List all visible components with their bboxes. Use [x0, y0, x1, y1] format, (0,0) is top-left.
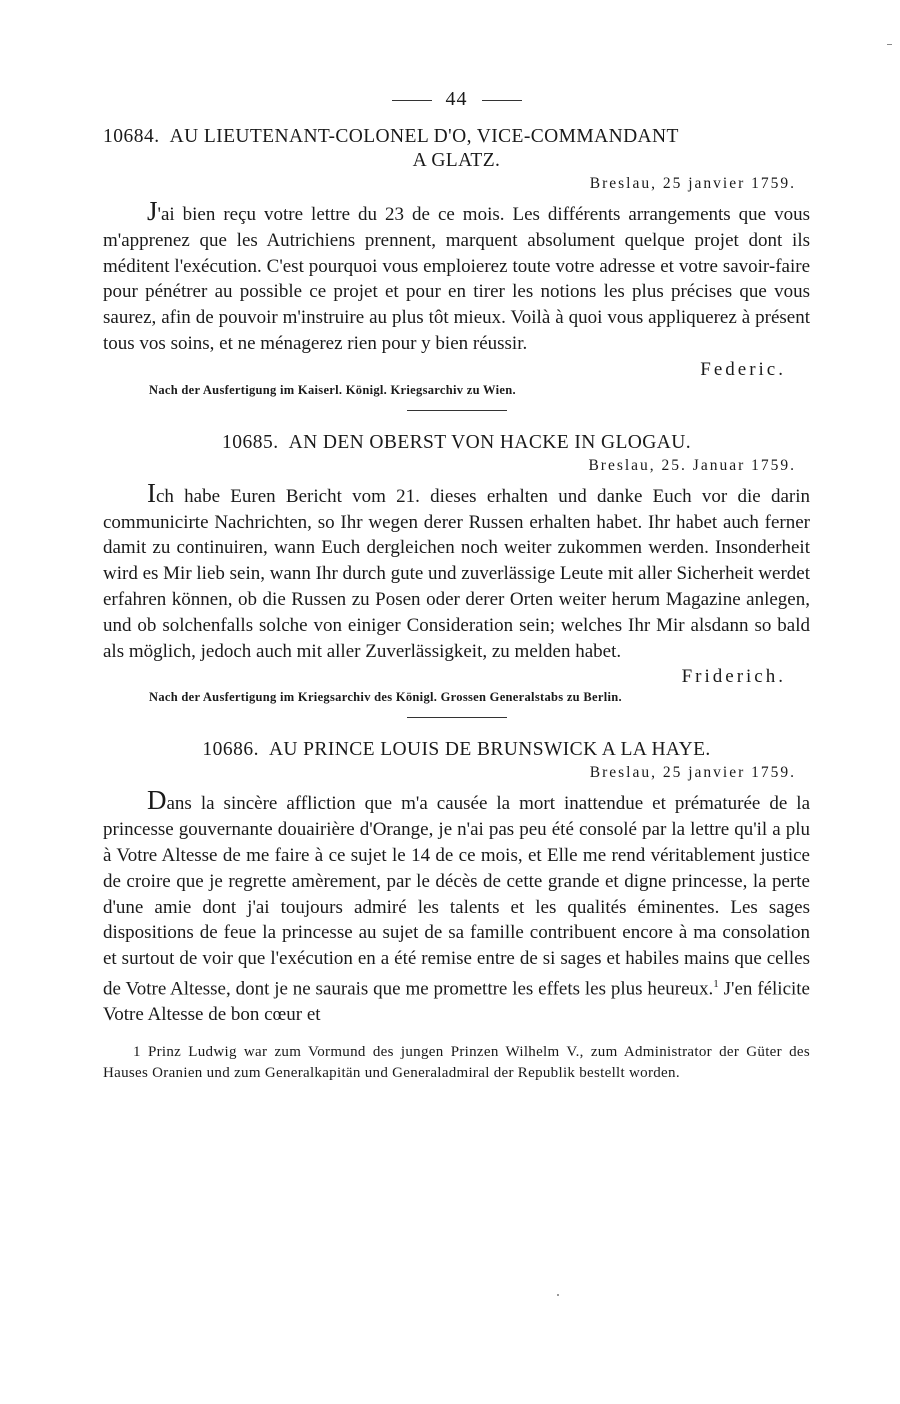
footnote-reference[interactable]: 1	[713, 977, 719, 990]
dash-right	[482, 100, 522, 101]
letter-10684	[103, 125, 810, 411]
signature: Federic.	[700, 358, 786, 380]
letter-heading	[103, 125, 810, 149]
letter-heading	[103, 738, 810, 762]
signature: Friderich.	[681, 666, 786, 688]
drop-cap: J	[147, 196, 158, 226]
section-divider	[407, 410, 507, 411]
margin-mark	[887, 44, 892, 45]
page-content	[103, 88, 810, 1099]
letter-heading	[103, 431, 810, 455]
dateline: Breslau, 25. Januar 1759.	[588, 456, 796, 474]
letter-10686	[103, 738, 810, 1028]
footnote-mark: 1	[133, 1043, 141, 1060]
letter-title: AU LIEUTENANT-COLONEL D'O, VICE-COMMANDANT	[169, 126, 679, 147]
drop-cap: D	[147, 785, 167, 816]
letter-10685	[103, 431, 810, 719]
letter-body	[103, 785, 810, 1028]
footnote-text: Prinz Ludwig war zum Vormund des jungen Prinzen Wilhelm V., zum Administrator der Güter des Hauses Oranien und zum Generalkapitän und Generaladmiral der Republik bestellt worden.	[103, 1043, 810, 1081]
dateline: Breslau, 25 janvier 1759.	[589, 175, 796, 192]
letter-number: 10686.	[202, 739, 259, 761]
letter-title-continued: A GLATZ.	[412, 150, 501, 171]
source-note: Nach der Ausfertigung im Kaiserl. Königl. Kriegsarchiv zu Wien.	[149, 382, 516, 397]
body-text-continued: J'en félicite Votre Altesse de bon cœur et	[103, 978, 810, 1026]
section-divider	[407, 717, 507, 718]
source-note: Nach der Ausfertigung im Kriegsarchiv des Königl. Grossen Generalstabs zu Berlin.	[149, 690, 622, 705]
letter-body	[103, 477, 810, 665]
dateline: Breslau, 25 janvier 1759.	[589, 764, 796, 782]
letter-title: AU PRINCE LOUIS DE BRUNSWICK A LA HAYE.	[268, 739, 711, 761]
page-number	[103, 88, 810, 111]
margin-mark	[557, 1294, 559, 1296]
letter-title: AN DEN OBERST VON HACKE IN GLOGAU.	[288, 431, 691, 453]
drop-cap: I	[147, 477, 156, 508]
dash-left	[392, 100, 432, 101]
body-text: ans la sincère affliction que m'a causée la mort inattendue et prématurée de la princesse gouvernante douairière d'Orange, je n'ai pas peu été consolé par la lettre qu'il a plu à Votre Altesse de me faire à ce sujet le 14 de ce mois, et Elle me rend véritablement justice de croire que je regrette amèrement, par le décès de cette grande et digne princesse, la perte d'une amie dont j'ai toujours admiré les talents et les qualités éminentes. Les sages dispositions de feue la princesse au sujet de sa famille contribuent encore à ma consolation et surtout de voir que l'exécution en a été remise entre de si sages et habiles mains que celles de Votre Altesse, dont je ne saurais que me promettre les effets les plus heureux.	[103, 793, 810, 1000]
letter-number: 10685.	[222, 431, 279, 453]
letter-body	[103, 196, 810, 357]
body-text: ch habe Euren Bericht vom 21. dieses erhalten und danke Euch vor die darin communicirte Nachrichten, so Ihr wegen derer Russen erhalten habet. Ihr habet auch ferner damit zu continuiren, wann Euch dergleichen noch weiter zukommen werden. Insonderheit wird es Mir lieb sein, wann Ihr durch gute und zuverlässige Leute mit aller Sicherheit werdet erfahren können, ob die Russen zu Posen oder derer Orten weiter herum Magazine anlegen, und ob solchenfalls solche von einiger Consideration sein; welches Ihr Mir alsdann so bald als möglich, jedoch auch mit aller Zuverlässigkeit, zu melden habet.	[103, 485, 810, 662]
footnote	[103, 1042, 810, 1084]
letter-number: 10684.	[103, 126, 160, 147]
body-text: 'ai bien reçu votre lettre du 23 de ce mois. Les différents arrangements que vous m'apprenez que les Autrichiens prennent, marquent absolument quelque projet dont ils méditent l'exécution. C'est pourquoi vous emploierez toute votre adresse et votre savoir-faire pour pénétrer au possible ce projet et pour en tirer les notions les plus précises que vous saurez, afin de pouvoir m'instruire au plus tôt mieux. Voilà à quoi vous appliquerez à présent tous vos soins, et ne ménagerez rien pour y bien réussir.	[103, 204, 810, 354]
page-number-text: 44	[445, 88, 468, 110]
